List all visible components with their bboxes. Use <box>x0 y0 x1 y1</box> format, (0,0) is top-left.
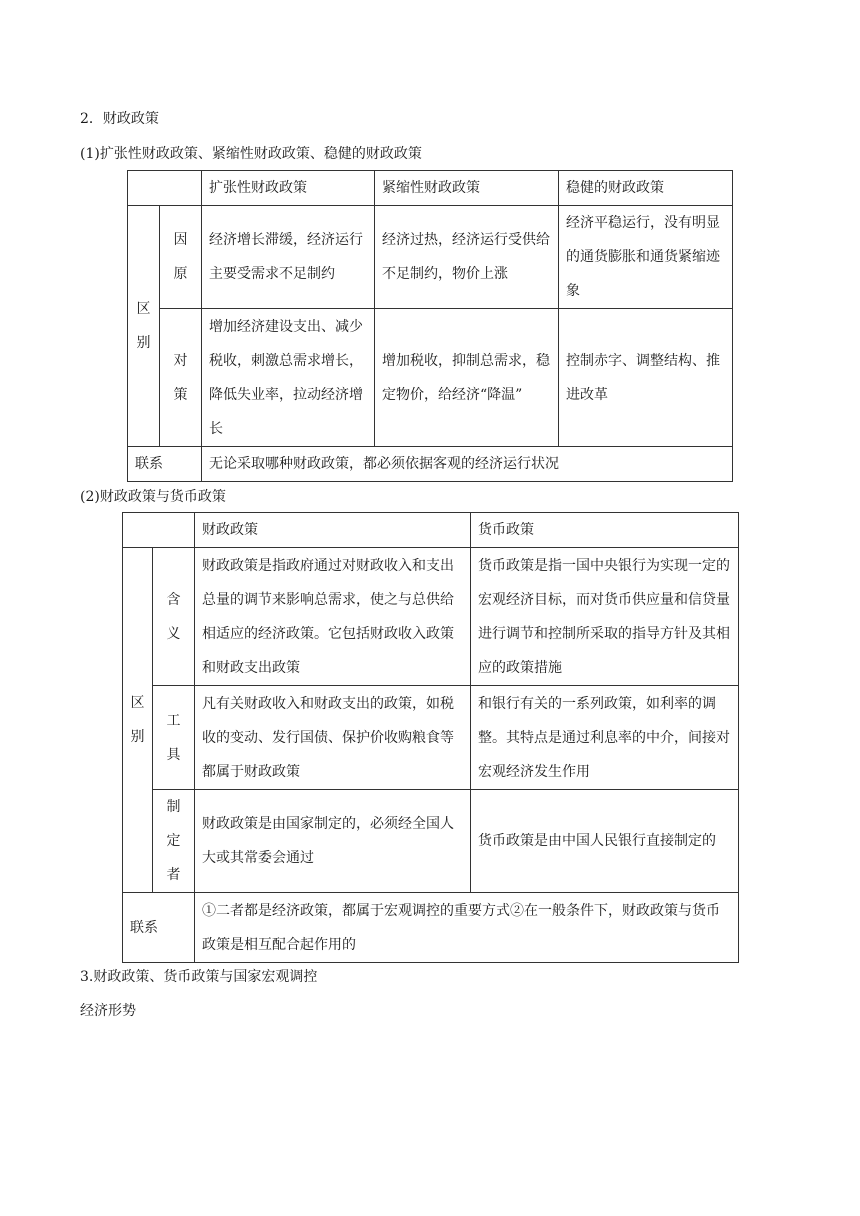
row-label: 工具 <box>153 686 195 790</box>
row-label: 联系 <box>128 447 202 482</box>
table-cell: 财政政策是由国家制定的，必须经全国人大或其常委会通过 <box>195 790 471 893</box>
row-group-label: 区别 <box>123 548 153 893</box>
corner-cell <box>123 513 195 548</box>
subsection-heading: (1)扩张性财政政策、紧缩性财政政策、稳健的财政政策 <box>80 146 422 162</box>
column-header: 财政政策 <box>195 513 471 548</box>
column-header: 紧缩性财政政策 <box>375 171 559 206</box>
table-cell: 控制赤字、调整结构、推进改革 <box>559 309 733 447</box>
table-cell: 增加税收，抑制总需求，稳定物价，给经济“降温” <box>375 309 559 447</box>
table-cell: 增加经济建设支出、减少税收，刺激总需求增长，降低失业率，拉动经济增长 <box>202 309 375 447</box>
row-label: 含义 <box>153 548 195 686</box>
row-label: 联系 <box>123 893 195 963</box>
row-group-label: 区别 <box>128 206 160 447</box>
body-text: 经济形势 <box>80 1003 136 1019</box>
row-label: 对策 <box>160 309 202 447</box>
table-cell: 经济增长滞缓，经济运行主要受需求不足制约 <box>202 206 375 309</box>
table-cell: 货币政策是指一国中央银行为实现一定的宏观经济目标，而对货币供应量和信贷量进行调节和控制所采取的指导方针及其相应的政策措施 <box>471 548 739 686</box>
column-header: 稳健的财政政策 <box>559 171 733 206</box>
row-label: 因原 <box>160 206 202 309</box>
table-cell: ①二者都是经济政策，都属于宏观调控的重要方式②在一般条件下，财政政策与货币政策是相互配合起作用的 <box>195 893 739 963</box>
subsection-heading: (2)财政政策与货币政策 <box>80 489 226 505</box>
row-label: 制定者 <box>153 790 195 893</box>
section-heading: 3.财政政策、货币政策与国家宏观调控 <box>80 969 318 985</box>
column-header: 货币政策 <box>471 513 739 548</box>
table-cell: 和银行有关的一系列政策，如利率的调整。其特点是通过利息率的中介，间接对宏观经济发生作用 <box>471 686 739 790</box>
corner-cell <box>128 171 202 206</box>
table-cell: 经济平稳运行，没有明显的通货膨胀和通货紧缩迹象 <box>559 206 733 309</box>
table-cell: 凡有关财政收入和财政支出的政策，如税收的变动、发行国债、保护价收购粮食等都属于财政政策 <box>195 686 471 790</box>
table-cell: 财政政策是指政府通过对财政收入和支出总量的调节来影响总需求，使之与总供给相适应的经济政策。它包括财政收入政策和财政支出政策 <box>195 548 471 686</box>
column-header: 扩张性财政政策 <box>202 171 375 206</box>
fiscal-monetary-table <box>122 512 739 963</box>
table-cell: 货币政策是由中国人民银行直接制定的 <box>471 790 739 893</box>
table-cell: 经济过热，经济运行受供给不足制约，物价上涨 <box>375 206 559 309</box>
section-heading: 2．财政政策 <box>80 111 159 127</box>
fiscal-policy-types-table <box>127 170 733 482</box>
table-cell: 无论采取哪种财政政策，都必须依据客观的经济运行状况 <box>202 447 733 482</box>
